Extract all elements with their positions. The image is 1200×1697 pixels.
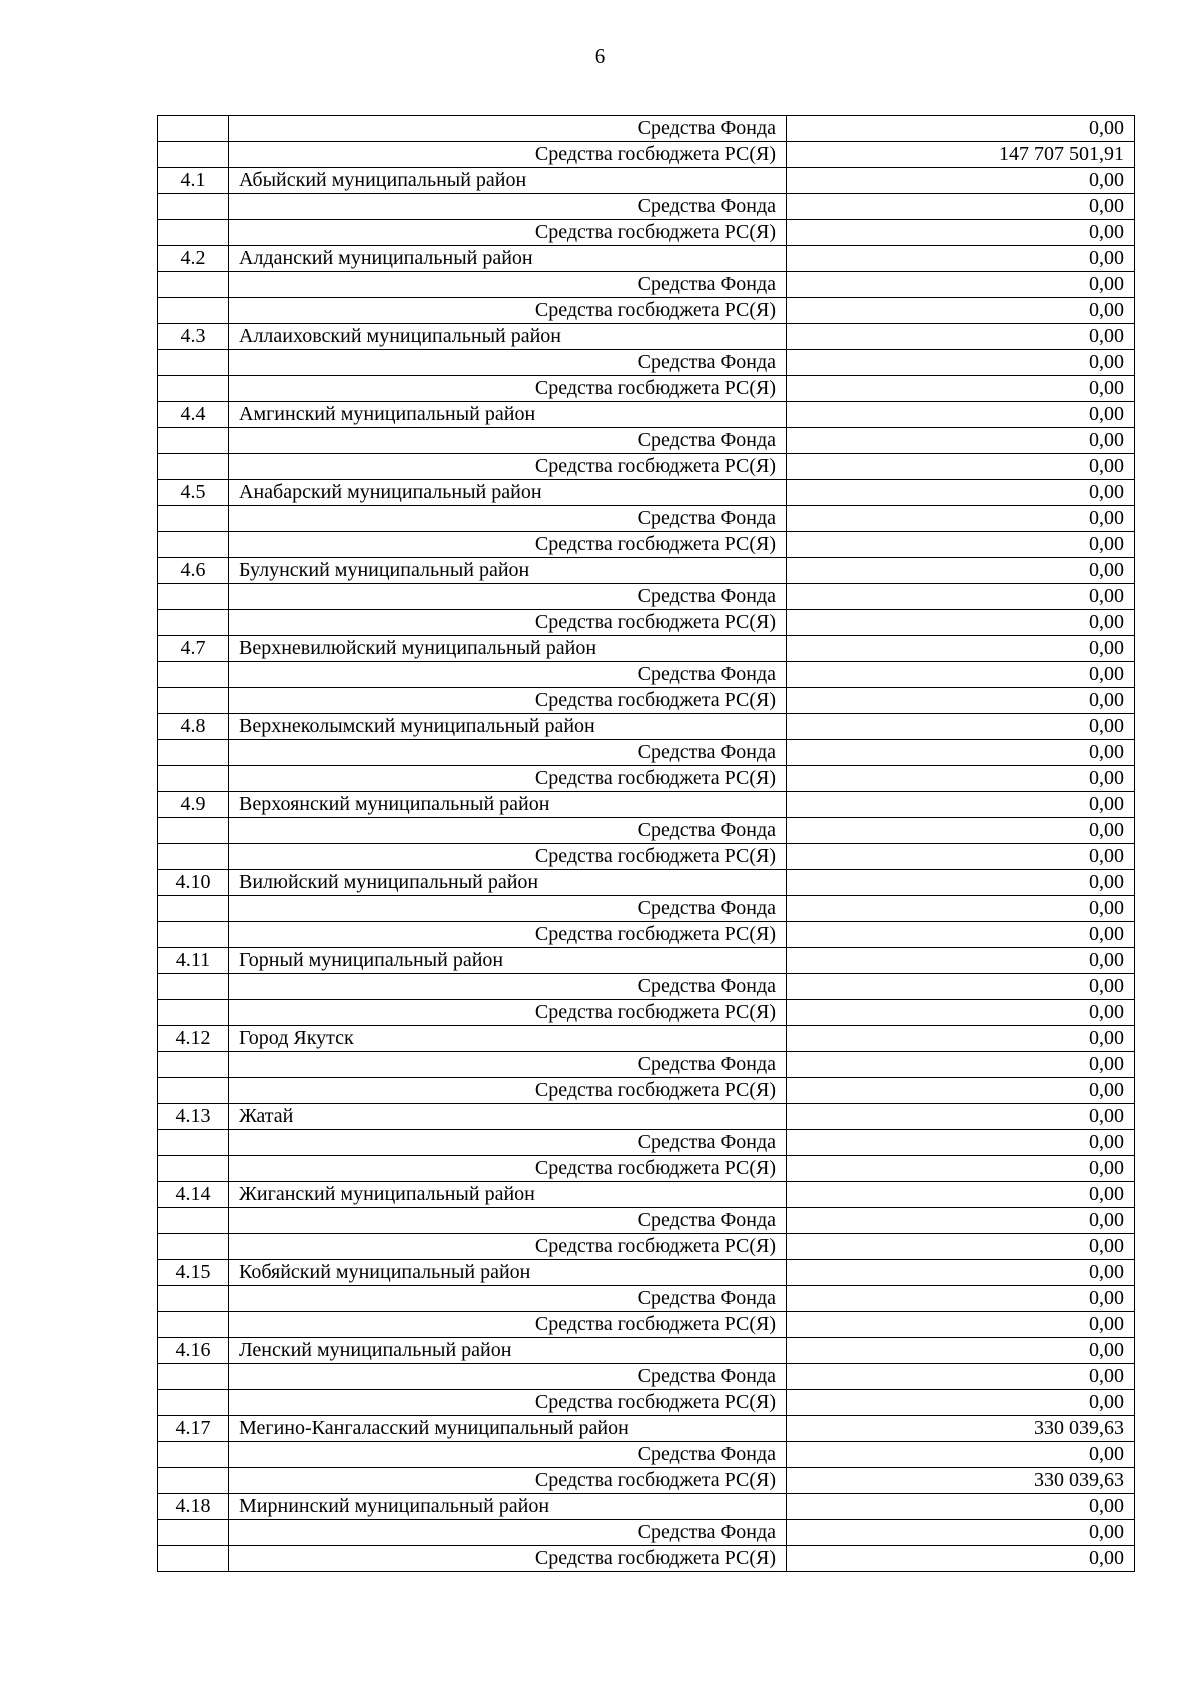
row-number (158, 1078, 229, 1104)
district-name: Верхневилюйский муниципальный район (229, 636, 787, 662)
funding-source-name: Средства Фонда (229, 1208, 787, 1234)
amount-value: 0,00 (787, 350, 1135, 376)
amount-value: 0,00 (787, 1312, 1135, 1338)
funding-source-row (158, 1286, 1135, 1312)
row-number (158, 1546, 229, 1572)
district-row (158, 1338, 1135, 1364)
row-number: 4.15 (158, 1260, 229, 1286)
amount-value: 0,00 (787, 558, 1135, 584)
funding-source-name: Средства госбюджета РС(Я) (229, 298, 787, 324)
row-number: 4.10 (158, 870, 229, 896)
funding-table-body (158, 116, 1135, 1572)
row-number (158, 1234, 229, 1260)
funding-source-row (158, 688, 1135, 714)
row-number (158, 1000, 229, 1026)
funding-source-name: Средства Фонда (229, 1130, 787, 1156)
district-name: Булунский муниципальный район (229, 558, 787, 584)
amount-value: 0,00 (787, 1234, 1135, 1260)
funding-source-name: Средства госбюджета РС(Я) (229, 1156, 787, 1182)
row-number (158, 1052, 229, 1078)
funding-source-row (158, 610, 1135, 636)
amount-value: 0,00 (787, 1520, 1135, 1546)
row-number (158, 506, 229, 532)
funding-source-row (158, 1000, 1135, 1026)
amount-value: 0,00 (787, 1286, 1135, 1312)
funding-source-row (158, 896, 1135, 922)
row-number: 4.12 (158, 1026, 229, 1052)
funding-source-row (158, 532, 1135, 558)
funding-source-name: Средства Фонда (229, 350, 787, 376)
funding-source-name: Средства госбюджета РС(Я) (229, 1312, 787, 1338)
district-name: Жиганский муниципальный район (229, 1182, 787, 1208)
amount-value: 0,00 (787, 740, 1135, 766)
district-row (158, 558, 1135, 584)
district-name: Алданский муниципальный район (229, 246, 787, 272)
funding-source-name: Средства госбюджета РС(Я) (229, 1468, 787, 1494)
funding-source-name: Средства Фонда (229, 1520, 787, 1546)
district-name: Вилюйский муниципальный район (229, 870, 787, 896)
funding-source-row (158, 506, 1135, 532)
funding-source-row (158, 1546, 1135, 1572)
funding-source-name: Средства госбюджета РС(Я) (229, 1078, 787, 1104)
amount-value: 0,00 (787, 506, 1135, 532)
amount-value: 0,00 (787, 1104, 1135, 1130)
row-number: 4.13 (158, 1104, 229, 1130)
amount-value: 0,00 (787, 532, 1135, 558)
row-number (158, 428, 229, 454)
amount-value: 0,00 (787, 454, 1135, 480)
amount-value: 0,00 (787, 636, 1135, 662)
district-name: Кобяйский муниципальный район (229, 1260, 787, 1286)
district-row (158, 1182, 1135, 1208)
funding-source-name: Средства Фонда (229, 272, 787, 298)
row-number (158, 350, 229, 376)
funding-source-name: Средства Фонда (229, 1052, 787, 1078)
amount-value: 0,00 (787, 662, 1135, 688)
amount-value: 0,00 (787, 428, 1135, 454)
funding-source-row (158, 1052, 1135, 1078)
funding-source-row (158, 1364, 1135, 1390)
row-number (158, 194, 229, 220)
amount-value: 0,00 (787, 298, 1135, 324)
row-number: 4.3 (158, 324, 229, 350)
funding-source-name: Средства госбюджета РС(Я) (229, 1000, 787, 1026)
row-number (158, 1390, 229, 1416)
district-row (158, 402, 1135, 428)
row-number (158, 584, 229, 610)
funding-source-row (158, 1390, 1135, 1416)
row-number (158, 1520, 229, 1546)
row-number: 4.17 (158, 1416, 229, 1442)
row-number: 4.5 (158, 480, 229, 506)
amount-value: 0,00 (787, 948, 1135, 974)
funding-source-name: Средства Фонда (229, 428, 787, 454)
district-name: Ленский муниципальный район (229, 1338, 787, 1364)
district-name: Аллаиховский муниципальный район (229, 324, 787, 350)
funding-source-row (158, 844, 1135, 870)
funding-source-row (158, 1130, 1135, 1156)
amount-value: 0,00 (787, 610, 1135, 636)
funding-source-name: Средства Фонда (229, 896, 787, 922)
amount-value: 0,00 (787, 1182, 1135, 1208)
row-number: 4.11 (158, 948, 229, 974)
row-number: 4.2 (158, 246, 229, 272)
funding-source-row (158, 1234, 1135, 1260)
district-row (158, 480, 1135, 506)
funding-source-name: Средства Фонда (229, 974, 787, 1000)
funding-source-name: Средства Фонда (229, 1286, 787, 1312)
district-row (158, 324, 1135, 350)
district-row (158, 1104, 1135, 1130)
district-row (158, 714, 1135, 740)
amount-value: 0,00 (787, 1208, 1135, 1234)
amount-value: 147 707 501,91 (787, 142, 1135, 168)
funding-source-name: Средства госбюджета РС(Я) (229, 532, 787, 558)
row-number (158, 272, 229, 298)
amount-value: 0,00 (787, 896, 1135, 922)
funding-source-row (158, 818, 1135, 844)
amount-value: 0,00 (787, 272, 1135, 298)
row-number: 4.16 (158, 1338, 229, 1364)
row-number: 4.9 (158, 792, 229, 818)
amount-value: 0,00 (787, 1130, 1135, 1156)
district-name: Амгинский муниципальный район (229, 402, 787, 428)
funding-source-row (158, 922, 1135, 948)
row-number (158, 532, 229, 558)
funding-source-name: Средства Фонда (229, 194, 787, 220)
amount-value: 0,00 (787, 688, 1135, 714)
row-number: 4.7 (158, 636, 229, 662)
district-row (158, 1260, 1135, 1286)
funding-source-row (158, 1078, 1135, 1104)
funding-source-name: Средства госбюджета РС(Я) (229, 922, 787, 948)
amount-value: 0,00 (787, 1026, 1135, 1052)
funding-source-row (158, 220, 1135, 246)
amount-value: 0,00 (787, 844, 1135, 870)
amount-value: 0,00 (787, 792, 1135, 818)
district-row (158, 1494, 1135, 1520)
funding-source-name: Средства госбюджета РС(Я) (229, 1546, 787, 1572)
funding-source-row (158, 350, 1135, 376)
funding-source-row (158, 1442, 1135, 1468)
district-row (158, 168, 1135, 194)
funding-source-name: Средства госбюджета РС(Я) (229, 454, 787, 480)
funding-source-row (158, 1156, 1135, 1182)
funding-source-row (158, 974, 1135, 1000)
row-number (158, 298, 229, 324)
amount-value: 0,00 (787, 1338, 1135, 1364)
funding-source-row (158, 1520, 1135, 1546)
funding-source-name: Средства Фонда (229, 740, 787, 766)
funding-source-row (158, 194, 1135, 220)
funding-source-row (158, 662, 1135, 688)
row-number: 4.18 (158, 1494, 229, 1520)
amount-value: 0,00 (787, 870, 1135, 896)
funding-source-row (158, 454, 1135, 480)
district-name: Верхнеколымский муниципальный район (229, 714, 787, 740)
district-name: Город Якутск (229, 1026, 787, 1052)
amount-value: 0,00 (787, 246, 1135, 272)
funding-source-row (158, 1312, 1135, 1338)
funding-table (157, 115, 1135, 1572)
funding-source-row (158, 584, 1135, 610)
district-name: Мирнинский муниципальный район (229, 1494, 787, 1520)
row-number (158, 1364, 229, 1390)
district-name: Анабарский муниципальный район (229, 480, 787, 506)
funding-source-row (158, 272, 1135, 298)
funding-source-row (158, 376, 1135, 402)
row-number (158, 610, 229, 636)
row-number: 4.1 (158, 168, 229, 194)
funding-source-row (158, 1468, 1135, 1494)
funding-source-row (158, 1208, 1135, 1234)
district-name: Мегино-Кангаласский муниципальный район (229, 1416, 787, 1442)
district-name: Абыйский муниципальный район (229, 168, 787, 194)
amount-value: 0,00 (787, 116, 1135, 142)
row-number (158, 662, 229, 688)
district-row (158, 1416, 1135, 1442)
row-number: 4.6 (158, 558, 229, 584)
row-number: 4.14 (158, 1182, 229, 1208)
amount-value: 0,00 (787, 922, 1135, 948)
funding-source-name: Средства Фонда (229, 1364, 787, 1390)
funding-source-name: Средства госбюджета РС(Я) (229, 220, 787, 246)
funding-source-row (158, 740, 1135, 766)
row-number (158, 740, 229, 766)
amount-value: 0,00 (787, 480, 1135, 506)
amount-value: 0,00 (787, 1364, 1135, 1390)
row-number (158, 1468, 229, 1494)
row-number (158, 974, 229, 1000)
funding-source-name: Средства госбюджета РС(Я) (229, 1390, 787, 1416)
page-number: 6 (594, 44, 606, 68)
funding-source-name: Средства госбюджета РС(Я) (229, 688, 787, 714)
row-number: 4.4 (158, 402, 229, 428)
row-number (158, 142, 229, 168)
funding-source-row (158, 116, 1135, 142)
amount-value: 0,00 (787, 1390, 1135, 1416)
row-number (158, 896, 229, 922)
amount-value: 0,00 (787, 376, 1135, 402)
district-name: Горный муниципальный район (229, 948, 787, 974)
amount-value: 330 039,63 (787, 1416, 1135, 1442)
district-row (158, 246, 1135, 272)
row-number (158, 454, 229, 480)
row-number (158, 1312, 229, 1338)
row-number (158, 1286, 229, 1312)
row-number (158, 1156, 229, 1182)
amount-value: 0,00 (787, 1078, 1135, 1104)
funding-source-name: Средства госбюджета РС(Я) (229, 142, 787, 168)
amount-value: 0,00 (787, 1156, 1135, 1182)
funding-source-name: Средства госбюджета РС(Я) (229, 844, 787, 870)
amount-value: 0,00 (787, 714, 1135, 740)
row-number (158, 1130, 229, 1156)
funding-source-name: Средства госбюджета РС(Я) (229, 766, 787, 792)
amount-value: 0,00 (787, 194, 1135, 220)
district-row (158, 792, 1135, 818)
row-number (158, 844, 229, 870)
amount-value: 0,00 (787, 402, 1135, 428)
district-row (158, 1026, 1135, 1052)
funding-source-name: Средства Фонда (229, 116, 787, 142)
amount-value: 0,00 (787, 1546, 1135, 1572)
amount-value: 0,00 (787, 974, 1135, 1000)
row-number (158, 1208, 229, 1234)
funding-source-name: Средства Фонда (229, 662, 787, 688)
row-number (158, 818, 229, 844)
amount-value: 0,00 (787, 220, 1135, 246)
row-number (158, 922, 229, 948)
funding-source-name: Средства Фонда (229, 506, 787, 532)
funding-source-name: Средства Фонда (229, 818, 787, 844)
row-number (158, 376, 229, 402)
amount-value: 0,00 (787, 324, 1135, 350)
row-number (158, 116, 229, 142)
funding-source-name: Средства госбюджета РС(Я) (229, 376, 787, 402)
amount-value: 0,00 (787, 1000, 1135, 1026)
amount-value: 0,00 (787, 766, 1135, 792)
amount-value: 0,00 (787, 1052, 1135, 1078)
district-row (158, 948, 1135, 974)
funding-source-row (158, 298, 1135, 324)
funding-source-row (158, 428, 1135, 454)
district-row (158, 870, 1135, 896)
amount-value: 0,00 (787, 1442, 1135, 1468)
funding-source-row (158, 142, 1135, 168)
amount-value: 0,00 (787, 1494, 1135, 1520)
row-number (158, 688, 229, 714)
funding-source-name: Средства Фонда (229, 584, 787, 610)
amount-value: 0,00 (787, 168, 1135, 194)
district-name: Жатай (229, 1104, 787, 1130)
funding-source-row (158, 766, 1135, 792)
amount-value: 330 039,63 (787, 1468, 1135, 1494)
row-number (158, 1442, 229, 1468)
amount-value: 0,00 (787, 1260, 1135, 1286)
funding-source-name: Средства госбюджета РС(Я) (229, 610, 787, 636)
amount-value: 0,00 (787, 818, 1135, 844)
amount-value: 0,00 (787, 584, 1135, 610)
district-name: Верхоянский муниципальный район (229, 792, 787, 818)
row-number: 4.8 (158, 714, 229, 740)
funding-source-name: Средства Фонда (229, 1442, 787, 1468)
funding-source-name: Средства госбюджета РС(Я) (229, 1234, 787, 1260)
row-number (158, 220, 229, 246)
row-number (158, 766, 229, 792)
district-row (158, 636, 1135, 662)
